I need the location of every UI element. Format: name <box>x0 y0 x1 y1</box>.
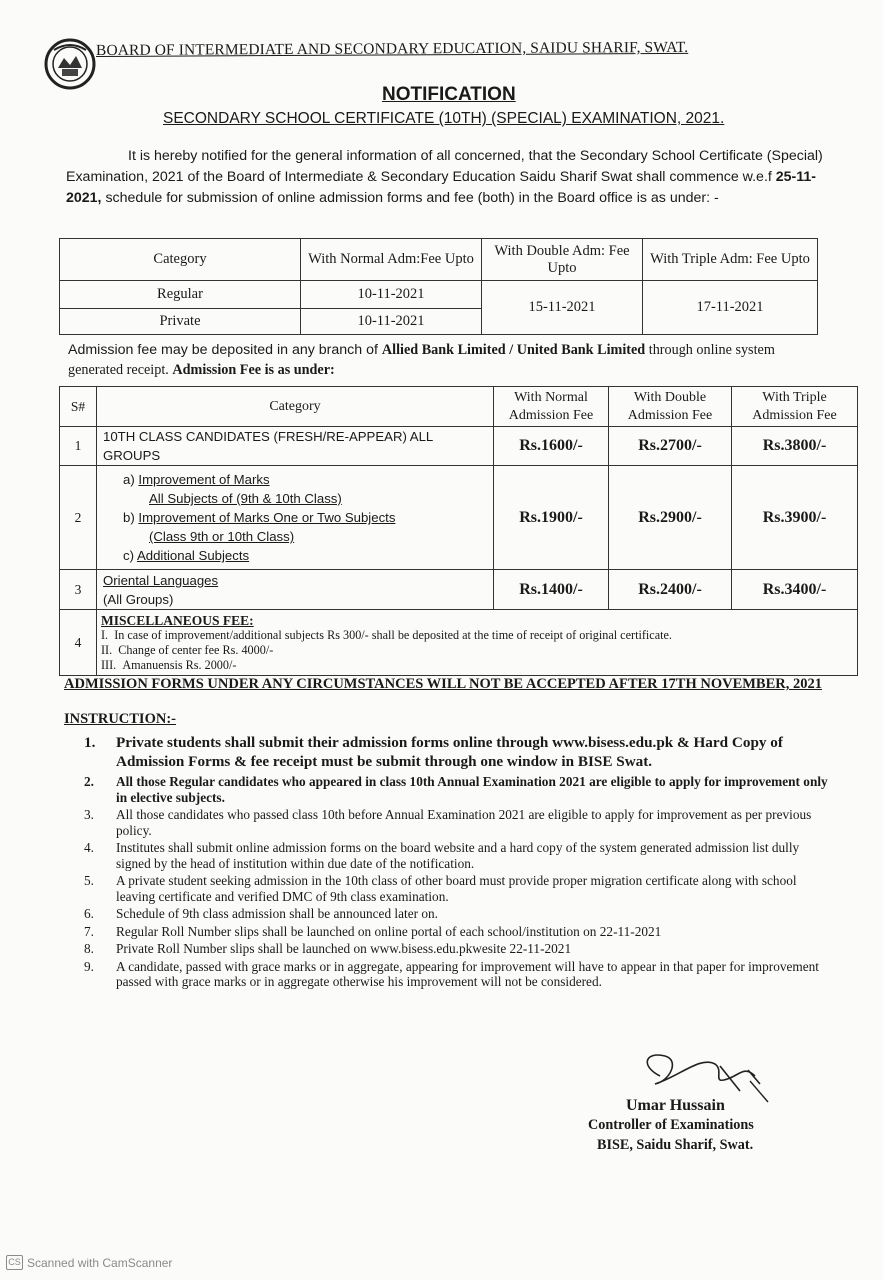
admission-fee-table <box>59 386 858 676</box>
list-item: 7. Regular Roll Number slips shall be launched on online portal of each school/institution on 22-11-2021 <box>84 923 662 939</box>
instruction-list <box>84 733 828 992</box>
list-item: 4. Institutes shall submit online admission forms on the board website and a hard copy of the system generated admission list dully signed by the head of institution within due date of the notification. <box>84 840 800 871</box>
fee-category-oriental: Oriental Languages (All Groups) <box>97 570 494 610</box>
fee-category-improvement: a) Improvement of Marks All Subjects of (9th & 10th Class) b) Improvement of Marks One or Two Subjects (Class 9th or 10th Class) c) Additional Subjects <box>97 466 494 570</box>
deadline-warning: ADMISSION FORMS UNDER ANY CIRCUMSTANCES WILL NOT BE ACCEPTED AFTER 17TH NOVEMBER, 2021 <box>64 676 823 692</box>
list-item: 6. Schedule of 9th class admission shall be announced later on. <box>84 906 439 921</box>
schedule-header-triple: With Triple Adm: Fee Upto <box>643 239 818 281</box>
fee-triple: Rs.3400/- <box>732 570 858 610</box>
table-row <box>60 570 858 610</box>
schedule-header-category: Category <box>60 239 301 281</box>
signatory-name: Umar Hussain <box>626 1097 725 1114</box>
schedule-normal-date: 10-11-2021 <box>301 281 482 309</box>
miscellaneous-fee: MISCELLANEOUS FEE: I. In case of improvement/additional subjects Rs 300/- shall be deposited at the time of receipt of original certificate. II. Change of center fee Rs. 4000/- III. Amanuensis Rs. 2000/- <box>97 610 858 676</box>
signatory-title: Controller of Examinations <box>588 1117 754 1133</box>
board-title: BOARD OF INTERMEDIATE AND SECONDARY EDUCATION, SAIDU SHARIF, SWAT. <box>95 38 689 59</box>
fee-header-normal: With Normal Admission Fee <box>494 387 609 427</box>
schedule-double-date: 15-11-2021 <box>482 281 643 335</box>
fee-normal: Rs.1900/- <box>494 466 609 570</box>
list-item: 3. All those candidates who passed class 10th before Annual Examination 2021 are eligible to apply for improvement as per previous policy. <box>84 807 812 838</box>
exam-subtitle: SECONDARY SCHOOL CERTIFICATE (10TH) (SPECIAL) EXAMINATION, 2021. <box>163 110 725 127</box>
schedule-header-double: With Double Adm: Fee Upto <box>482 239 643 281</box>
instruction-title: INSTRUCTION:- <box>64 711 176 727</box>
camscanner-icon: CS <box>6 1255 23 1270</box>
list-item: 1. Private students shall submit their admission forms online through www.bisess.edu.pk & Hard Copy of Admission Forms & fee receipt must be submit through one window in BISE Swat. <box>84 734 783 770</box>
intro-paragraph: It is hereby notified for the general information of all concerned, that the Secondary School Certificate (Special) Examination, 2021 of the Board of Intermediate & Secondary Education Saidu Sharif Swat shall commence w.e.f 25-11-2021, schedule for submission of online admission forms and fee (both) in the Board office is as under: - <box>66 148 823 206</box>
scanner-watermark: CS Scanned with CamScanner <box>6 1255 172 1270</box>
fee-double: Rs.2700/- <box>609 427 732 466</box>
fee-triple: Rs.3900/- <box>732 466 858 570</box>
table-row <box>60 466 858 570</box>
row-number: 2 <box>60 466 97 570</box>
fee-double: Rs.2400/- <box>609 570 732 610</box>
fee-double: Rs.2900/- <box>609 466 732 570</box>
fee-header-triple: With Triple Admission Fee <box>732 387 858 427</box>
handwritten-signature <box>620 1046 775 1104</box>
table-row <box>60 610 858 676</box>
fee-normal: Rs.1400/- <box>494 570 609 610</box>
schedule-header-normal: With Normal Adm:Fee Upto <box>301 239 482 281</box>
list-item: 5. A private student seeking admission in the 10th class of other board must provide proper migration certificate along with school leaving certificate and verified DMC of 9th class examination. <box>84 873 797 904</box>
signatory-place: BISE, Saidu Sharif, Swat. <box>597 1137 754 1153</box>
notification-heading: NOTIFICATION <box>382 84 516 105</box>
fee-triple: Rs.3800/- <box>732 427 858 466</box>
list-item: 8. Private Roll Number slips shall be launched on www.bisess.edu.pkwesite 22-11-2021 <box>84 941 572 956</box>
row-number: 1 <box>60 427 97 466</box>
table-row <box>60 427 858 466</box>
fee-header-double: With Double Admission Fee <box>609 387 732 427</box>
schedule-category: Regular <box>60 281 301 309</box>
list-item: 9. A candidate, passed with grace marks or in aggregate, appearing for improvement will have to appear in that paper for improvement passed with grace marks or in aggregate otherwise his improvement will not be considered. <box>84 958 820 989</box>
fee-category: 10TH CLASS CANDIDATES (FRESH/RE-APPEAR) ALL GROUPS <box>97 427 494 466</box>
schedule-category: Private <box>60 309 301 335</box>
fee-header-category: Category <box>97 387 494 427</box>
commence-date: 25-11-2021, <box>66 169 817 206</box>
fee-header-sno: S# <box>60 387 97 427</box>
bank-names: Allied Bank Limited / United Bank Limited <box>381 342 646 358</box>
schedule-table <box>59 238 818 335</box>
board-seal-logo <box>44 38 96 90</box>
schedule-triple-date: 17-11-2021 <box>643 281 818 335</box>
admission-fee-note: Admission fee may be deposited in any branch of Allied Bank Limited / United Bank Limited through online system generated receipt. Admission Fee is as under: <box>68 342 775 378</box>
fee-normal: Rs.1600/- <box>494 427 609 466</box>
row-number: 3 <box>60 570 97 610</box>
schedule-normal-date: 10-11-2021 <box>301 309 482 335</box>
row-number: 4 <box>60 610 97 676</box>
list-item: 2. All those Regular candidates who appeared in class 10th Annual Examination 2021 are eligible to apply for improvement only in elective subjects. <box>84 774 828 805</box>
